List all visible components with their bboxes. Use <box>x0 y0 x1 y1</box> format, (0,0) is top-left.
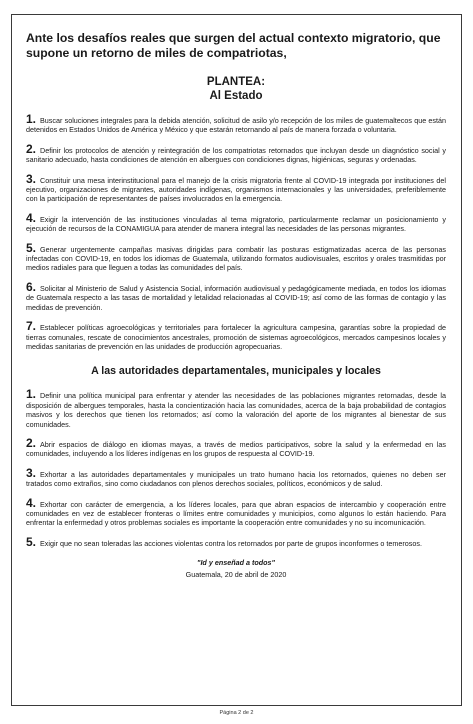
item-text: Exigir que no sean toleradas las acciones violentas contra los retornados por parte de grupos inconformes o temerosos. <box>40 538 422 548</box>
page-number: Página 2 de 2 <box>219 710 254 716</box>
item-text: Exhortar a las autoridades departamentales y municipales un trato humano hacia los retornados, quienes no deben ser tratados como extraños, sino como ciudadanos con plenos derechos sociales, políticos, económicos y de salud. <box>26 469 446 489</box>
estado-list <box>26 112 446 351</box>
local-item <box>26 435 446 459</box>
item-text: Abrir espacios de diálogo en idiomas mayas, a través de medios participativos, sobre la salud y la enfermedad en las comunidades, incluyendo a los líderes indígenas en los grupos de respuesta al COVID-19. <box>26 439 446 459</box>
item-number: 5. <box>26 534 37 549</box>
item-text: Establecer políticas agroecológicas y territoriales para fortalecer la agricultura campesina, garantías sobre la propiedad de tierras comunales, rescate de conocimientos ancestrales, promoción de sistemas agroecológicos, mercados campesinos locales y medidas sanitarias de prevención en las unidades de producción agropecuarias. <box>26 323 446 351</box>
document-frame <box>11 14 462 706</box>
item-number: 6. <box>26 279 37 294</box>
item-number: 2. <box>26 141 37 156</box>
item-number: 4. <box>26 210 37 225</box>
intro-statement: Ante los desafíos reales que surgen del actual contexto migratorio, que supone un retorno de miles de compatriotas, <box>26 31 441 60</box>
item-text: Constituir una mesa interinstitucional para el manejo de la crisis migratoria frente al COVID-19 integrada por instituciones del ejecutivo, organizaciones de migrantes, autoridades indígenas, organismos internacionales y las universidades, preferiblemente con la participación de representantes de países involucrados en la emergencia. <box>26 175 446 204</box>
item-text: Definir los protocolos de atención y reintegración de los compatriotas retornados que incluyan desde un diagnóstico social y sanitario adecuado, hasta condiciones de atención en albergues con condiciones dignas, higiénicas, seguras y ordenadas. <box>26 145 446 165</box>
local-item <box>26 534 446 549</box>
local-item <box>26 495 446 528</box>
local-item <box>26 465 446 489</box>
item-text: Exhortar con carácter de emergencia, a los líderes locales, para que abran espacios de intercambio y cooperación entre comunidades en vez de establecer fronteras o límites entre comunidades y municipios, como algunos lo están haciendo. Para enfrentar la enfermedad y otros problemas sociales es importante la cooperación entre comunidades y no su incomunicación. <box>26 499 446 528</box>
item-number: 5. <box>26 240 37 255</box>
item-number: 7. <box>26 319 37 334</box>
item-number: 1. <box>26 387 37 402</box>
document-date: Guatemala, 20 de abril de 2020 <box>185 570 287 580</box>
item-number: 3. <box>26 171 37 186</box>
item-text: Exigir la intervención de las instituciones vinculadas al tema migratorio, particularmente reclamar un posicionamiento y ejecución de recursos de la CONAMIGUA para atender de manera integral las necesidades de las personas migrantes. <box>26 214 446 234</box>
item-number: 1. <box>26 112 37 126</box>
plantea-heading: PLANTEA: <box>206 76 266 88</box>
motto: "Id y enseñad a todos" <box>197 558 275 568</box>
al-estado-heading: Al Estado <box>209 90 263 102</box>
item-number: 2. <box>26 435 37 450</box>
section-title-local-authorities: A las autoridades departamentales, municipales y locales <box>91 365 381 378</box>
estado-item <box>26 210 446 234</box>
estado-item <box>26 279 446 312</box>
item-number: 3. <box>26 465 37 480</box>
item-text: Generar urgentemente campañas masivas dirigidas para combatir las posturas estigmatizadas acerca de las personas infectadas con COVID-19, en todos los idiomas de Guatemala, utilizando formatos audiovisuales, escritos y orales trasmitidas por medios radiales para que lleguen a todas las comunidades del país. <box>26 244 446 273</box>
item-text: Solicitar al Ministerio de Salud y Asistencia Social, información audiovisual y pedagógicamente mediada, en todos los idiomas de Guatemala respecto a las tasas de mortalidad y letalidad relacionadas al COVID-19; así como de las formas de contagio y las medidas de prevención. <box>26 283 446 312</box>
estado-item <box>26 141 446 165</box>
local-list <box>26 387 446 549</box>
item-number: 4. <box>26 495 37 510</box>
local-item <box>26 387 446 429</box>
estado-item <box>26 112 446 135</box>
estado-item <box>26 171 446 204</box>
item-text: Buscar soluciones integrales para la debida atención, solicitud de asilo y/o recepción de los miles de guatemaltecos que están detenidos en Estados Unidos de América y México y que estarán retornando al país de manera forzada o voluntaria. <box>26 116 446 135</box>
estado-item <box>26 319 446 351</box>
estado-item <box>26 240 446 273</box>
item-text: Definir una política municipal para enfrentar y atender las necesidades de las poblaciones migrantes retornadas, desde la disposición de albergues temporales, hasta la concientización hacia las comunidades, acerca de la baja probabilidad de contagios masivos y los derechos que tienen los retornados; así como la valoración del aporte de los migrantes al bienestar de sus comunidades. <box>26 391 446 429</box>
